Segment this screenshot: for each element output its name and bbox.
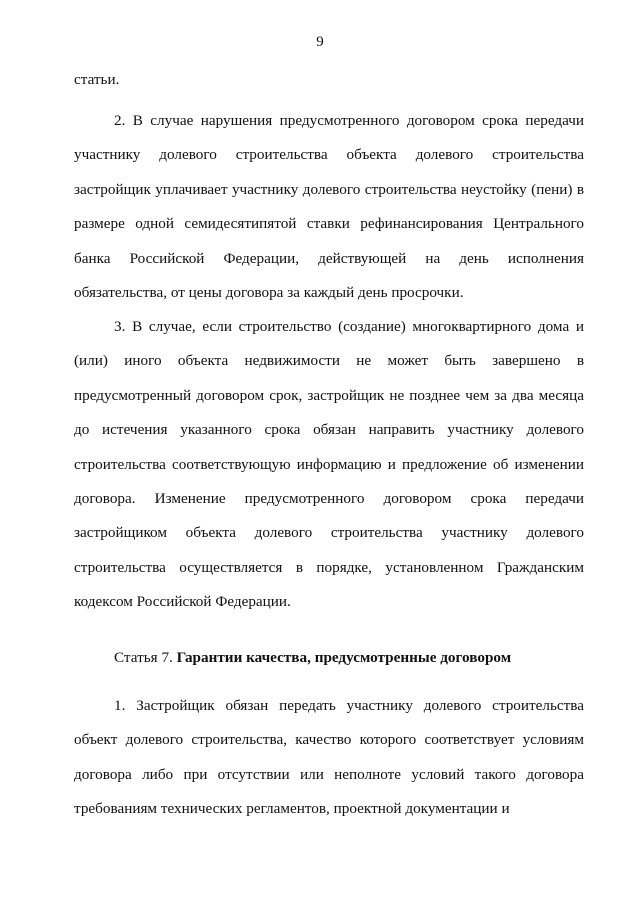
article-prefix: Статья 7. xyxy=(114,649,173,666)
paragraph-2: 2. В случае нарушения предусмотренного договором срока передачи участнику долевого строительства объекта долевого строительства застройщик уплачивает участнику долевого строительства неустойку (пени) в размере одной семидесятипятой ставки рефинансирования Центрального банка Российской Федерации, действующей на день исполнения обязательства, от цены договора за каждый день просрочки. xyxy=(74,112,584,302)
article-title: Гарантии качества, предусмотренные договором xyxy=(176,649,512,666)
paragraph-3: 3. В случае, если строительство (создание) многоквартирного дома и (или) иного объекта недвижимости не может быть завершено в предусмотренный договором срок, застройщик не позднее чем за два месяца до истечения указанного срока обязан направить участнику долевого строительства соответствующую информацию и предложение об изменении договора. Изменение предусмотренного договором срока передачи застройщиком объекта долевого строительства участнику долевого строительства осуществляется в порядке, установленном Гражданским кодексом Российской Федерации. xyxy=(74,318,584,611)
article-heading xyxy=(74,641,584,675)
paragraph-article7-1: 1. Застройщик обязан передать участнику долевого строительства объект долевого строительства, качество которого соответствует условиям договора либо при отсутствии или неполноте условий такого договора требованиям технических регламентов, проектной документации и xyxy=(74,697,584,818)
page-number: 9 xyxy=(316,34,324,50)
paragraph-continuation: статьи. xyxy=(74,71,120,88)
